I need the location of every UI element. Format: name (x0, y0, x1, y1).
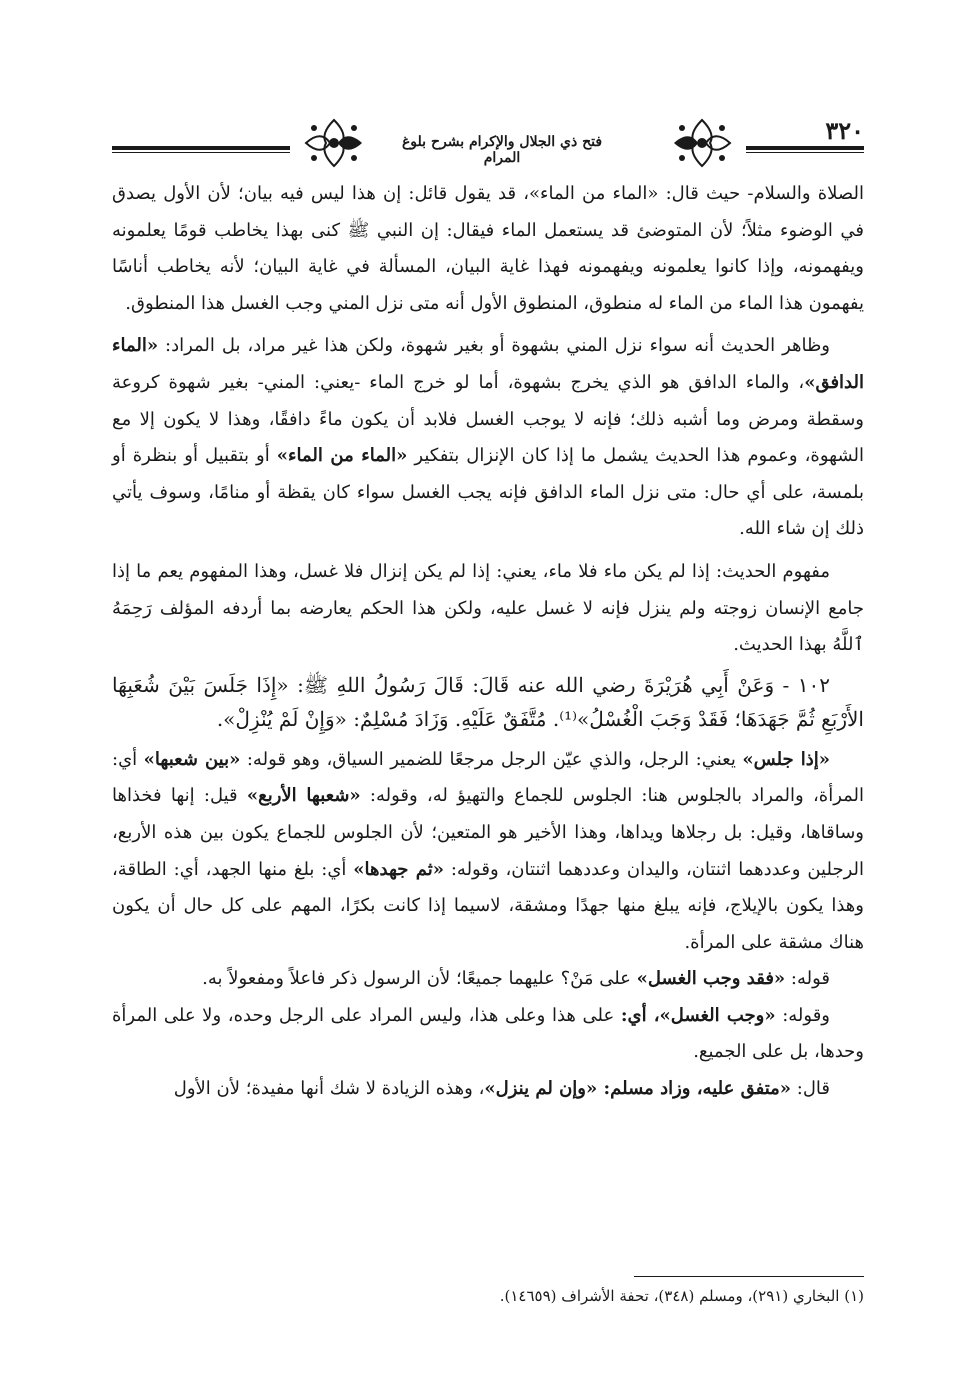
p2-text-a: وظاهر الحديث أنه سواء نزل المني بشهوة أو بغير شهوة، ولكن هذا غير مراد، بل المراد: (158, 335, 830, 357)
p5-quote-b: «فقد وجب الغسل» (636, 968, 786, 990)
p5-text-a: قوله: (785, 968, 830, 990)
header-rule-right (746, 146, 864, 150)
p4-text-b: يعني: الرجل، والذي عيّن الرجل مرجعًا للضمير السياق، وهو قوله: (240, 748, 743, 770)
footnote-rule (634, 1276, 864, 1277)
header-rule-left (112, 146, 290, 150)
p4-quote-a: «إذا جلس» (742, 748, 830, 770)
p7-text-a: قال: (791, 1078, 830, 1100)
p2-text-c: ، والماء الدافق هو الذي يخرج بشهوة، أما لو خرج الماء -يعني: المني- بغير شهوة كروعة وسقطة ومرض وما أشبه ذلك؛ فإنه لا يوجب الغسل فلابد أن يكون ماءً دافقًا، وهذا لا يكون إلا مع الشهوة، وعموم هذا الحديث يشمل ما إذا كان الإنزال بتفكير (112, 371, 864, 467)
p2-quote-b: «الماء من الماء» (276, 445, 408, 467)
page-header (112, 112, 864, 172)
p6-text-c: على هذا وعلى هذا، وليس المراد على الرجل وحده، ولا على المرأة وحدها، بل على الجميع. (112, 1004, 864, 1063)
p4-quote-c: «بين شعبها» (143, 748, 241, 770)
p2-text-e: أو بتقبيل أو بنظرة أو بلمسة، على أي حال: متى نزل الماء الدافق فإنه يجب الغسل سواء كان يقظة أو منامًا، وسوف يأتي ذلك إن شاء الله. (112, 445, 864, 540)
p2-quote-a: «الماء الدافق» (112, 335, 864, 393)
p6-text-a: وقوله: (775, 1004, 830, 1026)
paragraph-2 (112, 328, 864, 548)
paragraph-1: الصلاة والسلام- حيث قال: «الماء من الماء»، قد يقول قائل: إن هذا ليس فيه بيان؛ لأن الأول يصدق في الوضوء مثلاً؛ لأن المتوضئ قد يستعمل الماء فيقال: إن النبي ﷺ كنى بهذا يخاطب قومًا يعلمونه ويفهمونه، وإذا كانوا يعلمونه ويفهمونه فهذا غاية البيان، المسألة في غاية البيان؛ لأنه يخاطب أناسًا يفهمون هذا الماء من الماء له منطوق، المنطوق الأول أنه متى نزل المني وجب الغسل هذا المنطوق. (112, 183, 864, 314)
body-text (112, 176, 864, 1108)
p4-text-d: أي: المرأة، والمراد بالجلوس هنا: الجلوس للجماع والتهيؤ له، وقوله: (112, 748, 865, 807)
p4-quote-g: «ثم جهدها» (353, 858, 444, 880)
p4-quote-e: «شعبها الأربع» (246, 785, 361, 807)
p4-text-f: قيل: إنها فخذاها وساقاها، وقيل: بل رجلاها ويداها، وهذا الأخير هو المتعين؛ لأن الجلوس للجماع يكون بين هذه الأربع، الرجلين وعددهما اثنتان، واليدان وعددهما اثنتان، وقوله: (112, 785, 864, 880)
ornament-right-icon (670, 116, 734, 170)
paragraph-7 (112, 1071, 864, 1108)
page-number: ٣٢٠ (825, 116, 864, 145)
p6-quote-b: «وجب الغسل»، أي: (620, 1004, 776, 1026)
paragraph-5 (112, 961, 864, 998)
p7-text-c: ، وهذه الزيادة لا شك أنها مفيدة؛ لأن الأول (173, 1078, 485, 1100)
book-title: فتح ذي الجلال والإكرام بشرح بلوغ المرام (401, 134, 603, 166)
footnote: (١) البخاري (٢٩١)، ومسلم (٣٤٨)، تحفة الأشراف (١٤٦٥٩). (499, 1287, 864, 1305)
ornament-left-icon (302, 116, 366, 170)
paragraph-3: مفهوم الحديث: إذا لم يكن ماء فلا ماء، يعني: إذا لم يكن إنزال فلا غسل، وهذا المفهوم يعم ما إذا جامع الإنسان زوجته ولم ينزل فإنه لا غسل عليه، ولكن هذا الحكم يعارضه بما أردفه المؤلف رَحِمَهُ ٱللَّهُ بهذا الحديث. (112, 560, 864, 656)
paragraph-4 (112, 742, 864, 962)
paragraph-6 (112, 998, 864, 1071)
p4-text-h: أي: بلغ منها الجهد، أي: الطاقة، وهذا يكون بالإيلاج، فإنه يبلغ منها جهدًا ومشقة، لاسيما إذا كانت بكرًا، المهم على كل حال أن يكون هناك مشقة على المرأة. (112, 858, 864, 953)
p7-quote-b: «متفق عليه، وزاد مسلم: «وإن لم ينزل» (484, 1078, 792, 1100)
p5-text-c: على مَنْ؟ عليهما جميعًا؛ لأن الرسول ذكر فاعلاً ومفعولاً به. (202, 968, 637, 990)
hadith-102: ١٠٢ - وَعَنْ أَبِي هُرَيْرَةَ رضي الله عنه قَالَ: قَالَ رَسُولُ اللهِ ﷺ: «إِذَا جَلَسَ بَيْنَ شُعَبِهَا الأَرْبَعِ ثُمَّ جَهَدَهَا؛ فَقَدْ وَجَبَ الْغُسْلُ»⁽¹⁾. مُتَّفَقٌ عَلَيْهِ. وَزَادَ مُسْلِمٌ: «وَإِنْ لَمْ يُنْزِلْ». (112, 672, 864, 731)
